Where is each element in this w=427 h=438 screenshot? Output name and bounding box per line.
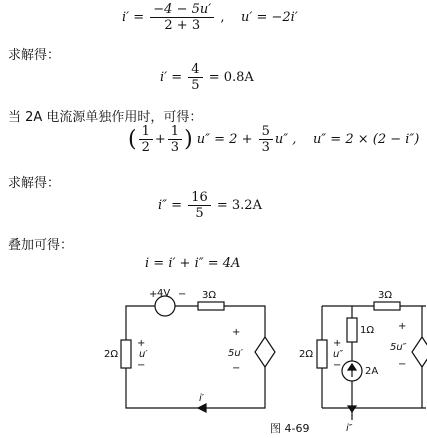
circuit1-u-plus: + (137, 338, 146, 349)
eq1-lhs: i′ = (122, 10, 145, 25)
circuit1-voltage-source (155, 296, 175, 316)
circuit1-r-left-label: 2Ω (104, 349, 119, 360)
eq3-f1-num: 1 (139, 124, 153, 140)
circuit1-dependent-source (255, 337, 275, 367)
eq4-numerator: 16 (188, 190, 211, 206)
eq3-mid: u″ = 2 + (196, 132, 253, 147)
eq3-f2-num: 1 (168, 124, 182, 140)
eq2-denominator: 5 (191, 78, 200, 93)
eq3-f2-den: 3 (170, 140, 180, 155)
eq3-end: u″ , (274, 132, 297, 147)
eq3-f1-den: 2 (141, 140, 150, 155)
eq3-rhs: u″ = 2 × (2 − i″) (312, 132, 420, 147)
eq3-open-paren: ( (128, 127, 137, 152)
circuit2-dep-minus: − (398, 359, 407, 370)
circuit2-r-left-label: 2Ω (299, 349, 314, 360)
circuit2-cs-label: 2A (365, 366, 379, 377)
circuit2-dep-label: 5u″ (390, 342, 407, 353)
eq4-denominator: 5 (195, 206, 204, 221)
text-solve-1: 求解得： (8, 48, 61, 63)
figure-caption: 图 4-69 (270, 422, 310, 435)
eq4-rhs: = 3.2A (216, 198, 262, 213)
eq4-lhs: i″ = (158, 198, 183, 213)
eq1-numerator: −4 − 5u′ (150, 2, 214, 18)
eq3-f3-den: 3 (261, 140, 270, 155)
circuit1-dep-label: 5u′ (228, 348, 243, 359)
circuit2-u-label: u″ (333, 349, 344, 360)
circuit1-resistor-3ohm (198, 302, 224, 310)
circuit1-u-label: u′ (139, 349, 148, 360)
circuit1-dep-minus: − (232, 363, 241, 374)
circuit2-u-plus: + (333, 338, 342, 349)
text-superposition: 叠加可得： (8, 238, 74, 253)
circuit2-i-label: i″ (346, 423, 353, 434)
circuit2-resistor-1ohm (347, 318, 357, 342)
circuit1-dep-plus: + (232, 327, 241, 338)
eq2-lhs: i′ = (160, 70, 183, 85)
eq2-numerator: 4 (188, 62, 202, 78)
eq1-denominator: 2 + 3 (164, 18, 201, 33)
circuit1-minus: − (178, 289, 187, 300)
eq1-rhs: u′ = −2i′ (241, 10, 298, 25)
circuit2-resistor-3ohm (374, 302, 400, 310)
text-2a-source: 当 2A 电流源单独作用时，可得： (8, 110, 203, 125)
circuit2-resistor-2ohm (317, 340, 327, 368)
circuit1-current-arrow (198, 404, 206, 412)
circuit2-dep-plus: + (398, 321, 407, 332)
circuit1-plus: + (149, 289, 158, 300)
circuit1-i-label: i′ (199, 393, 205, 404)
circuit2-dependent-source (412, 337, 427, 367)
equation-5: i = i′ + i″ = 4A (145, 256, 241, 271)
eq1-separator: , (220, 10, 225, 25)
circuit1-r-top-label: 3Ω (202, 290, 217, 301)
circuit1-source-label: 4V (157, 288, 171, 299)
eq3-close-paren: ) (184, 127, 193, 152)
circuit2-r-mid-label: 1Ω (360, 325, 375, 336)
circuit1-resistor-2ohm (121, 340, 131, 368)
circuit2-current-arrow (348, 406, 356, 412)
eq3-f3-num: 5 (259, 124, 273, 140)
circuit1-u-minus: − (137, 360, 146, 371)
eq3-plus: + (154, 132, 166, 147)
circuit2-r-top-label: 3Ω (378, 290, 393, 301)
eq2-rhs: = 0.8A (208, 70, 254, 85)
text-solve-2: 求解得： (8, 176, 61, 191)
circuit2-u-minus: − (333, 360, 342, 371)
